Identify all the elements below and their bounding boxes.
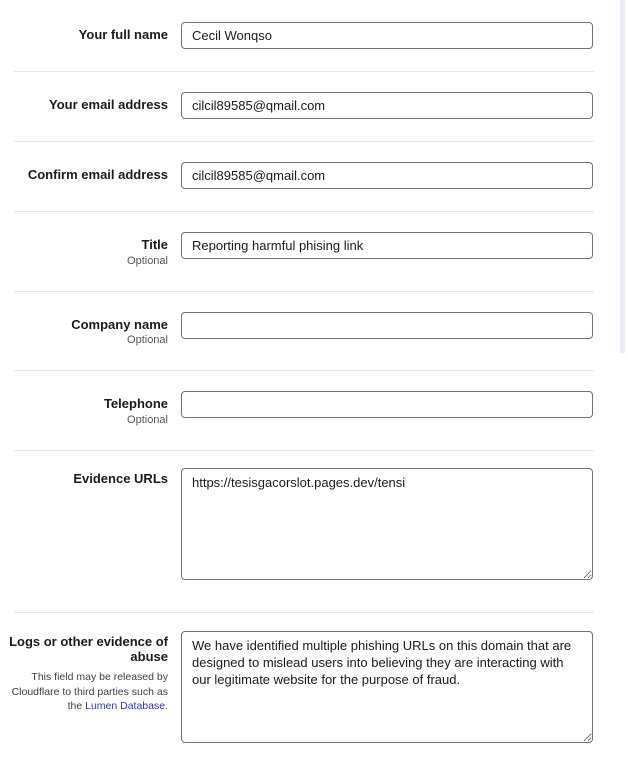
form-row-telephone xyxy=(0,371,628,450)
telephone-input[interactable] xyxy=(181,391,593,418)
title-label: Title xyxy=(141,237,168,252)
scrollbar-thumb[interactable] xyxy=(620,0,625,353)
logs-label: Logs or other evidence of abuse xyxy=(9,633,168,665)
form-row-confirm-email xyxy=(0,142,628,211)
email-label: Your email address xyxy=(49,97,168,112)
evidence-urls-textarea[interactable] xyxy=(181,468,593,580)
input-col xyxy=(181,232,593,259)
label-col xyxy=(0,631,168,714)
label-col xyxy=(0,468,168,487)
telephone-label: Telephone xyxy=(103,396,168,412)
confirm-email-label: Confirm email address xyxy=(27,167,168,182)
input-col xyxy=(181,162,593,189)
input-col xyxy=(181,92,593,119)
title-optional-label: Optional xyxy=(127,254,168,267)
label-col xyxy=(0,232,168,267)
label-col xyxy=(0,391,168,426)
company-name-input[interactable] xyxy=(181,312,593,339)
confirm-email-input[interactable] xyxy=(181,162,593,189)
company-name-label: Company name xyxy=(71,316,168,332)
logs-help-text-body: This field may be released by Cloudflare to third parties such as the xyxy=(11,670,168,713)
form-row-company-name xyxy=(0,292,628,371)
form-row-evidence-urls xyxy=(0,451,628,612)
form-row-title xyxy=(0,212,628,291)
input-col xyxy=(181,631,593,748)
input-col xyxy=(181,312,593,339)
form-row-email xyxy=(0,72,628,141)
title-input[interactable] xyxy=(181,232,593,259)
label-col xyxy=(0,22,168,43)
input-col xyxy=(181,468,593,585)
email-input[interactable] xyxy=(181,92,593,119)
telephone-optional-label: Optional xyxy=(127,413,168,426)
form-row-full-name xyxy=(0,0,628,71)
label-col xyxy=(0,162,168,183)
input-col xyxy=(181,391,593,418)
label-col xyxy=(0,92,168,113)
form-row-logs xyxy=(0,613,628,766)
logs-help-text xyxy=(0,670,168,714)
company-name-optional-label: Optional xyxy=(127,334,168,347)
label-col xyxy=(0,312,168,347)
input-col xyxy=(181,22,593,49)
logs-textarea[interactable] xyxy=(181,631,593,743)
lumen-database-link[interactable]: Lumen Database. xyxy=(85,700,168,713)
evidence-urls-label: Evidence URLs xyxy=(73,470,168,486)
full-name-input[interactable] xyxy=(181,22,593,49)
full-name-label: Your full name xyxy=(78,27,168,42)
